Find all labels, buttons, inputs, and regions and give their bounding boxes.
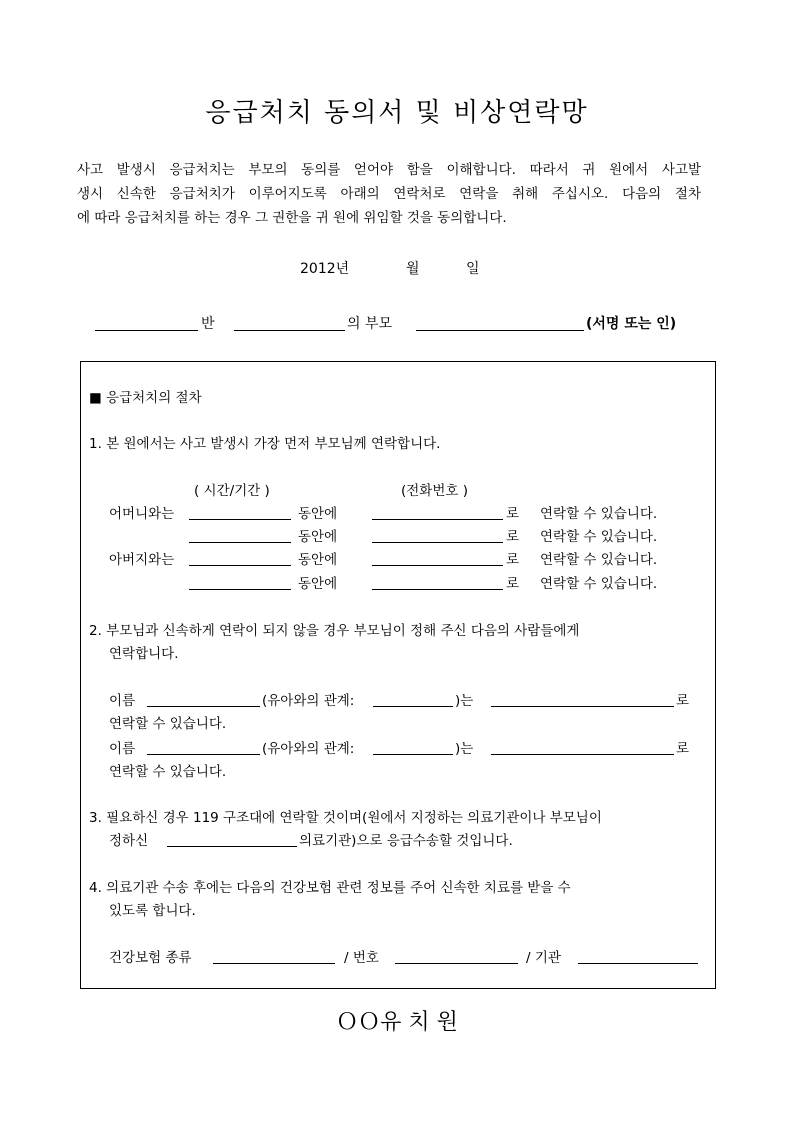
- can-contact-label: 연락할 수 있습니다.: [540, 529, 658, 545]
- insurance-number-blank[interactable]: [395, 963, 518, 964]
- mother-phone-blank-1[interactable]: [372, 519, 503, 520]
- class-label: 반: [201, 316, 215, 332]
- can-contact-label: 연락할 수 있습니다.: [540, 506, 658, 522]
- father-phone-blank-1[interactable]: [372, 565, 503, 566]
- item4-line1: 4. 의료기관 수송 후에는 다음의 건강보험 관련 정보를 주어 신속한 치료를 받을 수: [89, 880, 571, 896]
- class-blank[interactable]: [95, 330, 198, 331]
- can-contact-label: 연락할 수 있습니다.: [109, 716, 227, 732]
- father-label: 아버지와는: [109, 552, 175, 568]
- procedure-box: [80, 361, 716, 989]
- name-label: 이름: [109, 741, 136, 757]
- intro-paragraph: [77, 158, 701, 230]
- contact2-name-blank[interactable]: [147, 754, 260, 755]
- of-parent-label: 의 부모: [347, 316, 393, 332]
- ro-label: 로: [676, 741, 690, 757]
- sign-note: (서명 또는 인): [586, 316, 677, 332]
- ro-label: 로: [676, 693, 690, 709]
- insurance-agency-blank[interactable]: [578, 963, 698, 964]
- father-time-blank-1[interactable]: [189, 565, 291, 566]
- close-neun-label: )는: [455, 693, 474, 709]
- insurance-agency-label: / 기관: [526, 950, 561, 966]
- ro-label: 로: [506, 529, 520, 545]
- item3-line2-prefix: 정하신: [109, 833, 149, 849]
- relation-label: (유아와의 관계:: [262, 693, 355, 709]
- hospital-blank[interactable]: [167, 846, 297, 847]
- can-contact-label: 연락할 수 있습니다.: [540, 576, 658, 592]
- during-label: 동안에: [298, 529, 338, 545]
- date-month: 월: [406, 261, 420, 277]
- col-phone-label: (전화번호 ): [401, 483, 468, 499]
- relation-label: (유아와의 관계:: [262, 741, 355, 757]
- contact2-relation-blank[interactable]: [373, 754, 453, 755]
- intro-line: 사고 발생시 응급처치는 부모의 동의를 얻어야 함을 이해합니다. 따라서 귀 원에서 사고발: [77, 162, 701, 178]
- item2-line1: 2. 부모님과 신속하게 연락이 되지 않을 경우 부모님이 정해 주신 다음의 사람들에게: [89, 623, 580, 639]
- mother-label: 어머니와는: [109, 506, 175, 522]
- intro-line: 생시 신속한 응급처치가 이루어지도록 아래의 연락처로 연락을 취해 주십시오. 다음의 절차: [77, 186, 701, 202]
- item2-line2: 연락합니다.: [109, 646, 179, 662]
- father-time-blank-2[interactable]: [189, 589, 291, 590]
- item3-line2-suffix: 의료기관)으로 응급수송할 것입니다.: [299, 833, 513, 849]
- page-title: 응급처치 동의서 및 비상연락망: [205, 98, 589, 128]
- can-contact-label: 연락할 수 있습니다.: [540, 552, 658, 568]
- during-label: 동안에: [298, 552, 338, 568]
- close-neun-label: )는: [455, 741, 474, 757]
- contact1-phone-blank[interactable]: [491, 706, 674, 707]
- item1-text: 1. 본 원에서는 사고 발생시 가장 먼저 부모님께 연락합니다.: [89, 436, 441, 452]
- date-day: 일: [466, 261, 480, 277]
- contact1-relation-blank[interactable]: [373, 706, 453, 707]
- contact2-phone-blank[interactable]: [491, 754, 674, 755]
- col-time-label: ( 시간/기간 ): [194, 483, 270, 499]
- mother-time-blank-1[interactable]: [189, 519, 291, 520]
- ro-label: 로: [506, 506, 520, 522]
- ro-label: 로: [506, 576, 520, 592]
- during-label: 동안에: [298, 506, 338, 522]
- mother-phone-blank-2[interactable]: [372, 542, 503, 543]
- mother-time-blank-2[interactable]: [189, 542, 291, 543]
- item4-line2: 있도록 합니다.: [109, 903, 196, 919]
- date-year: 2012년: [300, 261, 350, 277]
- insurance-type-label: 건강보험 종류: [109, 950, 192, 966]
- father-phone-blank-2[interactable]: [372, 589, 503, 590]
- intro-line: 에 따라 응급처치를 하는 경우 그 권한을 귀 원에 위임할 것을 동의합니다.: [77, 210, 507, 226]
- can-contact-label: 연락할 수 있습니다.: [109, 764, 227, 780]
- insurance-number-label: / 번호: [344, 950, 379, 966]
- during-label: 동안에: [298, 576, 338, 592]
- parent-name-blank[interactable]: [416, 330, 584, 331]
- procedure-heading: ■ 응급처치의 절차: [89, 390, 202, 406]
- school-name: ＯＯ유 치 원: [336, 1010, 458, 1035]
- name-label: 이름: [109, 693, 136, 709]
- ro-label: 로: [506, 552, 520, 568]
- child-name-blank[interactable]: [234, 330, 345, 331]
- contact1-name-blank[interactable]: [147, 706, 260, 707]
- insurance-type-blank[interactable]: [213, 963, 335, 964]
- item3-line1: 3. 필요하신 경우 119 구조대에 연락할 것이며(원에서 지정하는 의료기관이나 부모님이: [89, 810, 602, 826]
